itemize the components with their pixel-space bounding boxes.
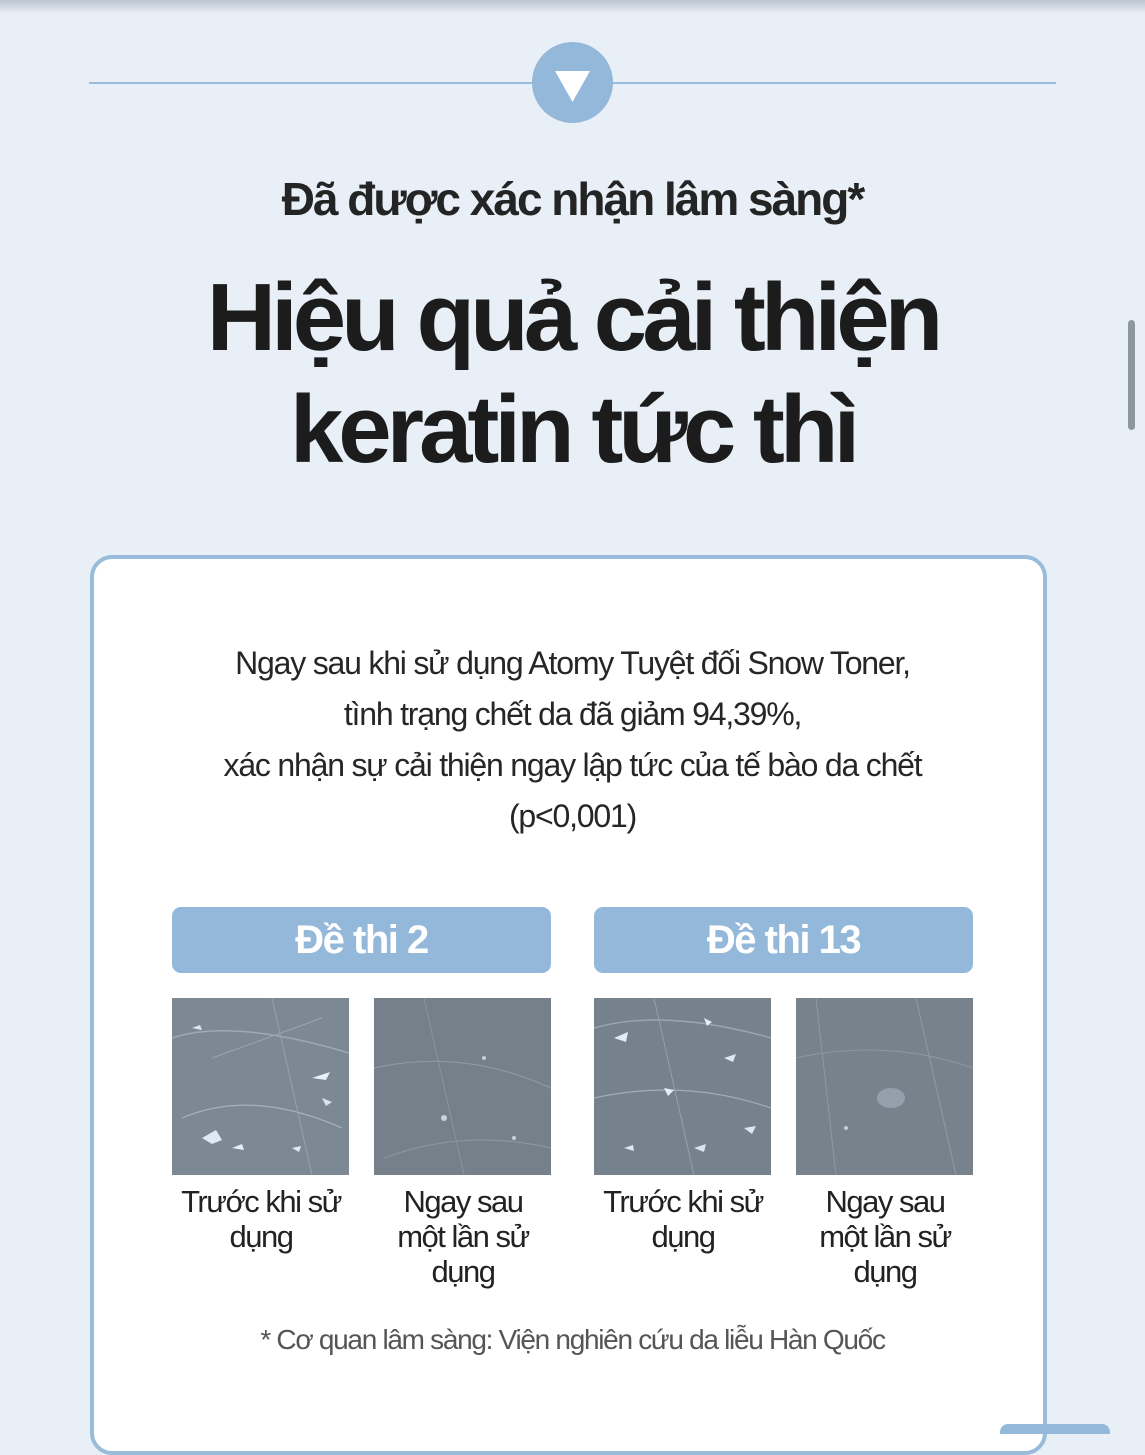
page-title-line: keratin tức thì: [289, 376, 856, 483]
caption-line: dụng: [431, 1254, 495, 1289]
caption-line: một lần sử: [397, 1219, 529, 1254]
subject-13-label: Đề thi 13: [594, 907, 973, 973]
result-description: [0, 638, 1145, 842]
skin-before-photo: [172, 998, 349, 1175]
caption-line: một lần sử: [819, 1219, 951, 1254]
caption-line: Ngay sau: [403, 1184, 523, 1219]
caption-line: Trước khi sử: [603, 1184, 763, 1219]
scrollbar-thumb[interactable]: [1128, 320, 1135, 430]
description-line: xác nhận sự cải thiện ngay lập tức của tế bào da chết: [223, 747, 922, 783]
photo-caption: [585, 1184, 781, 1254]
description-line: Ngay sau khi sử dụng Atomy Tuyệt đối Snow Toner,: [235, 645, 910, 681]
skin-after-photo: [796, 998, 973, 1175]
description-line: tình trạng chết da đã giảm 94,39%,: [343, 696, 802, 732]
caption-line: dụng: [651, 1219, 715, 1254]
page-title-line: Hiệu quả cải thiện: [206, 264, 939, 371]
clinical-kicker: Đã được xác nhận lâm sàng*: [281, 173, 864, 225]
subject-2-label: Đề thi 2: [172, 907, 551, 973]
down-triangle-icon: [532, 42, 613, 123]
page-title: [0, 262, 1145, 486]
caption-line: dụng: [853, 1254, 917, 1289]
caption-line: dụng: [229, 1219, 293, 1254]
caption-line: Trước khi sử: [181, 1184, 341, 1219]
photo-caption: [365, 1184, 561, 1289]
photo-caption: [163, 1184, 359, 1254]
description-line: (p<0,001): [508, 798, 637, 834]
photo-caption: [787, 1184, 983, 1289]
skin-before-photo: [594, 998, 771, 1175]
clinical-footnote: * Cơ quan lâm sàng: Viện nghiên cứu da liễu Hàn Quốc: [260, 1324, 885, 1355]
top-edge-shadow: [0, 0, 1145, 14]
next-section-tab: [1000, 1424, 1110, 1434]
skin-after-photo: [374, 998, 551, 1175]
caption-line: Ngay sau: [825, 1184, 945, 1219]
